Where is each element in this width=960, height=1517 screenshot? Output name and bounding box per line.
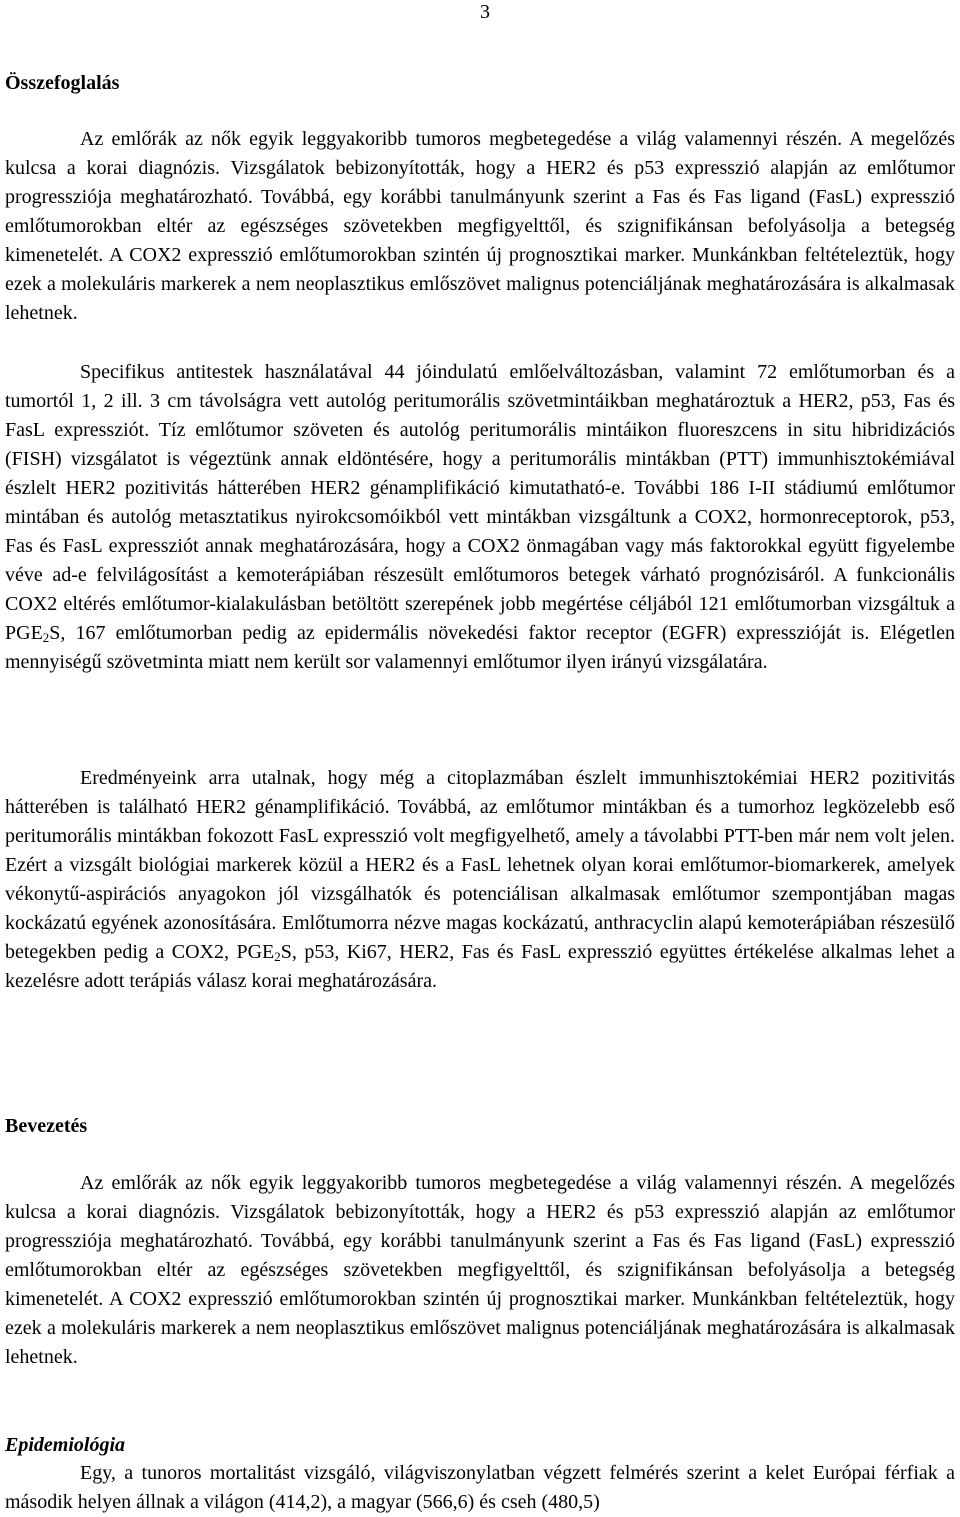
summary-paragraph-2-text-cont: S, 167 emlőtumorban pedig az epidermális növekedési faktor receptor (EGFR) expresszióját is. Elégetlen mennyiségű szövetminta miatt nem került sor valamennyi emlőtumor ilyen irányú vizsgálatára. xyxy=(5,622,955,673)
summary-heading: Összefoglalás xyxy=(5,72,120,94)
subscript: 2 xyxy=(42,630,50,645)
introduction-heading: Bevezetés xyxy=(5,1115,88,1137)
summary-paragraph-1: Az emlőrák az nők egyik leggyakoribb tumoros megbetegedése a világ valamennyi részén. A megelőzés kulcsa a korai diagnózis. Vizsgálatok bebizonyították, hogy a HER2 és p53 expresszió alapján az emlőtumor progressziója meghatározható. Továbbá, egy korábbi tanulmányunk szerint a Fas és Fas ligand (FasL) expresszió emlőtumorokban eltér az egészséges szövetekben megfigyelttől, és szignifikánsan befolyásolja a betegség kimenetelét. A COX2 expresszió emlőtumorokban szintén új prognosztikai marker. Munkánkban feltételeztük, hogy ezek a molekuláris markerek a nem neoplasztikus emlőszövet malignus potenciáljának meghatározására is alkalmasak lehetnek. xyxy=(5,128,955,324)
subscript: 2 xyxy=(274,949,281,964)
epidemiology-heading: Epidemiológia xyxy=(5,1434,125,1456)
page-number: 3 xyxy=(480,1,490,23)
summary-paragraph-3-text-cont: S, p53, Ki67, HER2, Fas és FasL expresszió együttes értékelése alkalmas lehet a kezelésre adott terápiás válasz korai meghatározására. xyxy=(5,941,955,992)
summary-paragraph-2 xyxy=(5,358,955,677)
summary-paragraph-3 xyxy=(5,764,955,996)
summary-paragraph-3-text: Eredményeink arra utalnak, hogy még a citoplazmában észlelt immunhisztokémiai HER2 pozitivitás hátterében is található HER2 génamplifikáció. Továbbá, az emlőtumor mintákban és a tumorhoz legközelebb eső peritumorális mintákban fokozott FasL expresszió volt megfigyelhető, amely a távolabbi PTT-ben már nem volt jelen. Ezért a vizsgált biológiai markerek közül a HER2 és a FasL lehetnek olyan korai emlőtumor-biomarkerek, amelyek vékonytű-aspirációs anyagokon jól vizsgálhatók és potenciálisan alkalmasak emlőtumor szempontjában magas kockázatú egyének azonosítására. Emlőtumorra nézve magas kockázatú, anthracyclin alapú kemoterápiában részesülő betegekben pedig a COX2, PGE xyxy=(5,767,955,963)
epidemiology-paragraph: Egy, a tunoros mortalitást vizsgáló, világviszonylatban végzett felmérés szerint a kelet Európai férfiak a második helyen állnak a világon (414,2), a magyar (566,6) és cseh (480,5) xyxy=(5,1462,955,1513)
introduction-paragraph: Az emlőrák az nők egyik leggyakoribb tumoros megbetegedése a világ valamennyi részén. A megelőzés kulcsa a korai diagnózis. Vizsgálatok bebizonyították, hogy a HER2 és p53 expresszió alapján az emlőtumor progressziója meghatározható. Továbbá, egy korábbi tanulmányunk szerint a Fas és Fas ligand (FasL) expresszió emlőtumorokban eltér az egészséges szövetekben megfigyelttől, és szignifikánsan befolyásolja a betegség kimenetelét. A COX2 expresszió emlőtumorokban szintén új prognosztikai marker. Munkánkban feltételeztük, hogy ezek a molekuláris markerek a nem neoplasztikus emlőszövet malignus potenciáljának meghatározására is alkalmasak lehetnek. xyxy=(5,1172,955,1368)
summary-paragraph-2-text: Specifikus antitestek használatával 44 jóindulatú emlőelváltozásban, valamint 72 emlőtumorban és a tumortól 1, 2 ill. 3 cm távolságra vett autológ peritumorális szövetmintáikban meghatároztuk a HER2, p53, Fas és FasL expressziót. Tíz emlőtumor szöveten és autológ peritumorális mintáikon fluoreszcens in situ hibridizációs (FISH) vizsgálatot is végeztünk annak eldöntésére, hogy a peritumorális mintákban (PTT) immunhisztokémiával észlelt HER2 pozitivitás hátterében HER2 génamplifikáció kimutatható-e. További 186 I-II stádiumú emlőtumor mintában és autológ metasztatikus nyirokcsomóikból vett mintákban vizsgáltunk a COX2, hormonreceptorok, p53, Fas és FasL expressziót annak meghatározására, hogy a COX2 önmagában vagy más faktorokkal együtt figyelembe véve ad-e felvilágosítást a kemoterápiában részesült emlőtumoros betegek várható prognózisáról. A funkcionális COX2 eltérés emlőtumor-kialakulásban betöltött szerepének jobb megértése céljából 121 emlőtumorban vizsgáltuk a PGE xyxy=(5,361,955,644)
